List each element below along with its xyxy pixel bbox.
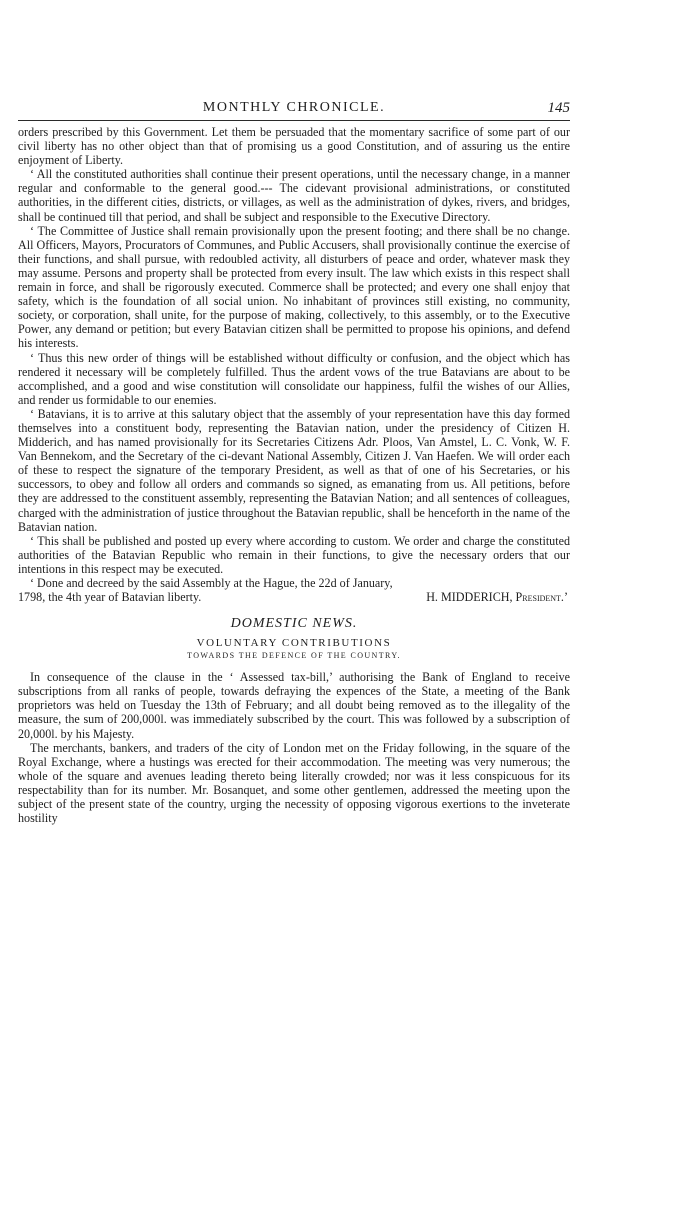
running-title: MONTHLY CHRONICLE. — [202, 100, 386, 115]
document-page — [18, 98, 570, 825]
paragraph: In consequence of the clause in the ‘ Assessed tax-bill,’ authorising the Bank of England to receive subscriptions from all ranks of people, towards defraying the expences of the State, a meeting of the Bank proprietors was held on Tuesday the 13th of February; and all doubt being removed as to the illegality of the measure, the sum of 200,000l. was immediately subscribed by the court. This was followed by a subscription of 20,000l. by his Majesty. — [18, 670, 570, 741]
section-title: DOMESTIC NEWS. — [230, 616, 358, 632]
paragraph: ‘ Done and decreed by the said Assembly at the Hague, the 22d of January, — [30, 576, 393, 590]
signature-name: H. MIDDERICH, President.’ — [426, 590, 568, 605]
page-header — [18, 98, 570, 121]
paragraph: ‘ Thus this new order of things will be established without difficulty or confusion, and the object which has rendered it necessary will be completely fulfilled. Thus the ardent vows of the true Batavians are about to be accomplished, and a good and wise constitution will consolidate our happiness, fulfil the wishes of our Allies, and render us formidable to our enemies. — [18, 350, 570, 407]
proclamation-text — [18, 125, 570, 604]
section-subtitle: VOLUNTARY CONTRIBUTIONS — [196, 637, 392, 650]
section-subtitle-small: TOWARDS THE DEFENCE OF THE COUNTRY. — [187, 651, 401, 661]
paragraph: orders prescribed by this Government. Let them be persuaded that the momentary sacrifice of some part of our civil liberty has no other object than that of promising us a good Constitution, and of assuring us the entire enjoyment of Liberty. — [18, 125, 570, 168]
signature-date: 1798, the 4th year of Batavian liberty. — [18, 590, 202, 605]
paragraph: The merchants, bankers, and traders of the city of London met on the Friday following, in the square of the Royal Exchange, where a hustings was erected for their accommodation. The meeting was very numerous; the whole of the square and avenues leading thereto being literally crowded; nor was it less conspicuous for its respectability than for its number. Mr. Bosanquet, and some other gentlemen, addressed the meeting upon the subject of the present state of the country, urging the necessity of opposing vigorous exertions to the inveterate hostility — [18, 740, 570, 826]
domestic-news-text — [18, 670, 570, 825]
paragraph: ‘ The Committee of Justice shall remain provisionally upon the present footing; and there shall be no change. All Officers, Mayors, Procurators of Communes, and Public Accusers, shall provisionally continue the exercise of their functions, and shall pursue, with redoubled activity, all disturbers of peace and order, whatever mask they may assume. Persons and property shall be protected from every insult. The law which exists in this respect shall remain in force, and shall be rigorously executed. Commerce shall be protected; and every one shall enjoy that safety, which is the foundation of all social union. No inhabitant of provinces still existing, no community, society, or corporation, shall unite, for the purpose of making, collectively, to this assembly, or to the Executive Power, any demand or petition; but every Batavian citizen shall be permitted to propose his opinions, and defend his interests. — [18, 223, 570, 351]
signature-line — [18, 590, 570, 604]
paragraph: ‘ All the constituted authorities shall continue their present operations, until the necessary change, in a manner regular and conformable to the general good.--- The cidevant provisional administrations, or constituted authorities, in the different cities, districts, or villages, as well as the administration of dykes, rivers, and bridges, shall be continued till that period, and shall be subject and responsible to the Executive Directory. — [18, 167, 570, 224]
page-number: 145 — [547, 100, 570, 116]
paragraph: ‘ Batavians, it is to arrive at this salutary object that the assembly of your representation have this day formed themselves into a constituent body, representing the Batavian nation, under the presidency of Citizen H. Midderich, and has named provisionally for its Secretaries Citizens Adr. Ploos, Van Amstel, L. C. Vonk, W. F. Van Bennekom, and the Secretary of the ci-devant National Assembly, Citizen J. Van Haefen. We will order each of these to respect the signature of the temporary President, as well as that of one of his Secretaries, or his successors, to obey and follow all orders and commands so signed, as emanating from us. All petitions, before they are addressed to the constituent assembly, representing the Batavian Nation; and all sentences of colleagues, charged with the administration of justice throughout the Batavian republic, shall be henceforth in the name of the Batavian nation. — [18, 406, 570, 534]
paragraph: ‘ This shall be published and posted up every where according to custom. We order and charge the constituted authorities of the Batavian Republic who remain in their functions, to give the necessary orders that our intentions in this respect may be executed. — [18, 533, 570, 576]
